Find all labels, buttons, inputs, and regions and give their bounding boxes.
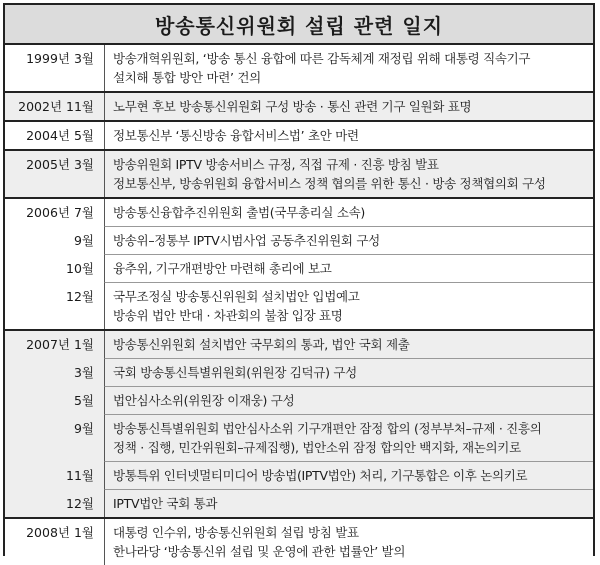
event-line: 한나라당 ‘방송통신위 설립 및 운영에 관한 법률안’ 발의 [113, 544, 406, 559]
timeline-row [5, 151, 593, 197]
entry-event [104, 461, 593, 489]
event-line: 정보통신부, 방송위원회 융합서비스 정책 협의를 위한 통신 · 방송 정책협의회 구성 [113, 176, 546, 191]
timeline-row [5, 226, 593, 254]
group-2007 [5, 331, 593, 519]
timeline-row [5, 93, 593, 120]
timeline-row [5, 386, 593, 414]
group-2002 [5, 93, 593, 122]
entry-date: 2002년 11월 [18, 99, 94, 114]
timeline-row [5, 45, 593, 91]
timeline-table [3, 3, 595, 559]
timeline-row [5, 489, 593, 517]
entry-event [104, 122, 593, 149]
event-line: 방송위–정통부 IPTV시범사업 공동추진위원회 구성 [113, 233, 380, 248]
entry-date: 2007년 1월 [26, 337, 94, 352]
timeline-row [5, 122, 593, 149]
event-line: 방통특위 인터넷멀티미디어 방송법(IPTV법안) 처리, 기구통합은 이후 논의키로 [113, 468, 528, 483]
entry-date: 12월 [66, 496, 94, 511]
timeline-row [5, 254, 593, 282]
group-2008 [5, 519, 593, 565]
entry-date: 12월 [66, 289, 94, 304]
group-2006 [5, 199, 593, 331]
entry-event [104, 45, 593, 91]
event-line: 방송개혁위원회, ‘방송 통신 융합에 따른 감독체계 재정립 위해 대통령 직속기구 [113, 51, 531, 66]
timeline-row [5, 199, 593, 226]
entry-event [104, 93, 593, 120]
entry-date: 10월 [66, 261, 94, 276]
event-line: 정책 · 집행, 민간위원회–규제집행), 법안소위 잠정 합의안 백지화, 재논의키로 [113, 440, 521, 455]
event-line: IPTV법안 국회 통과 [113, 496, 218, 511]
entry-event [104, 226, 593, 254]
timeline-row [5, 519, 593, 565]
event-line: 방송위원회 IPTV 방송서비스 규정, 직접 규제 · 진흥 방침 발표 [113, 157, 439, 172]
entry-date: 1999년 3월 [26, 51, 94, 66]
entry-event [104, 151, 593, 197]
group-1999 [5, 45, 593, 93]
entry-date: 3월 [73, 365, 94, 380]
event-line: 방송통신위원회 설치법안 국무회의 통과, 법안 국회 제출 [113, 337, 410, 352]
timeline-row [5, 414, 593, 461]
entry-event [104, 519, 593, 565]
timeline-row [5, 331, 593, 358]
entry-event [104, 199, 593, 226]
event-line: 국무조정실 방송통신위원회 설치법안 입법예고 [113, 289, 360, 304]
entry-event [104, 282, 593, 329]
entry-date: 2005년 3월 [26, 157, 94, 172]
entry-date: 5월 [73, 393, 94, 408]
event-line: 국회 방송통신특별위원회(위원장 김덕규) 구성 [113, 365, 357, 380]
entry-date: 9월 [73, 233, 94, 248]
event-line: 방송위 법안 반대 · 차관회의 불참 입장 표명 [113, 308, 343, 323]
entry-event [104, 414, 593, 461]
entry-date: 9월 [73, 421, 94, 436]
event-line: 방송통신특별위원회 법안심사소위 기구개편안 잠정 합의 (정부부처–규제 · 진흥의 [113, 421, 542, 436]
event-line: 대통령 인수위, 방송통신위원회 설립 방침 발표 [113, 525, 359, 540]
event-line: 정보통신부 ‘통신방송 융합서비스법’ 초안 마련 [113, 128, 359, 143]
entry-date: 2006년 7월 [26, 205, 94, 220]
event-line: 융추위, 기구개편방안 마련해 총리에 보고 [113, 261, 332, 276]
entry-date: 11월 [66, 468, 94, 483]
table-title: 방송통신위원회 설립 관련 일지 [5, 5, 593, 45]
event-line: 설치해 통합 방안 마련’ 건의 [113, 70, 261, 85]
event-line: 법안심사소위(위원장 이재웅) 구성 [113, 393, 295, 408]
entry-event [104, 358, 593, 386]
entry-date: 2008년 1월 [26, 525, 94, 540]
group-2005 [5, 151, 593, 199]
entry-event [104, 386, 593, 414]
timeline-row [5, 282, 593, 329]
group-2004 [5, 122, 593, 151]
entry-event [104, 331, 593, 358]
timeline-row [5, 461, 593, 489]
entry-event [104, 489, 593, 517]
entry-event [104, 254, 593, 282]
timeline-row [5, 358, 593, 386]
event-line: 방송통신융합추진위원회 출범(국무총리실 소속) [113, 205, 366, 220]
entry-date: 2004년 5월 [26, 128, 94, 143]
event-line: 노무현 후보 방송통신위원회 구성 방송 · 통신 관련 기구 일원화 표명 [113, 99, 472, 114]
